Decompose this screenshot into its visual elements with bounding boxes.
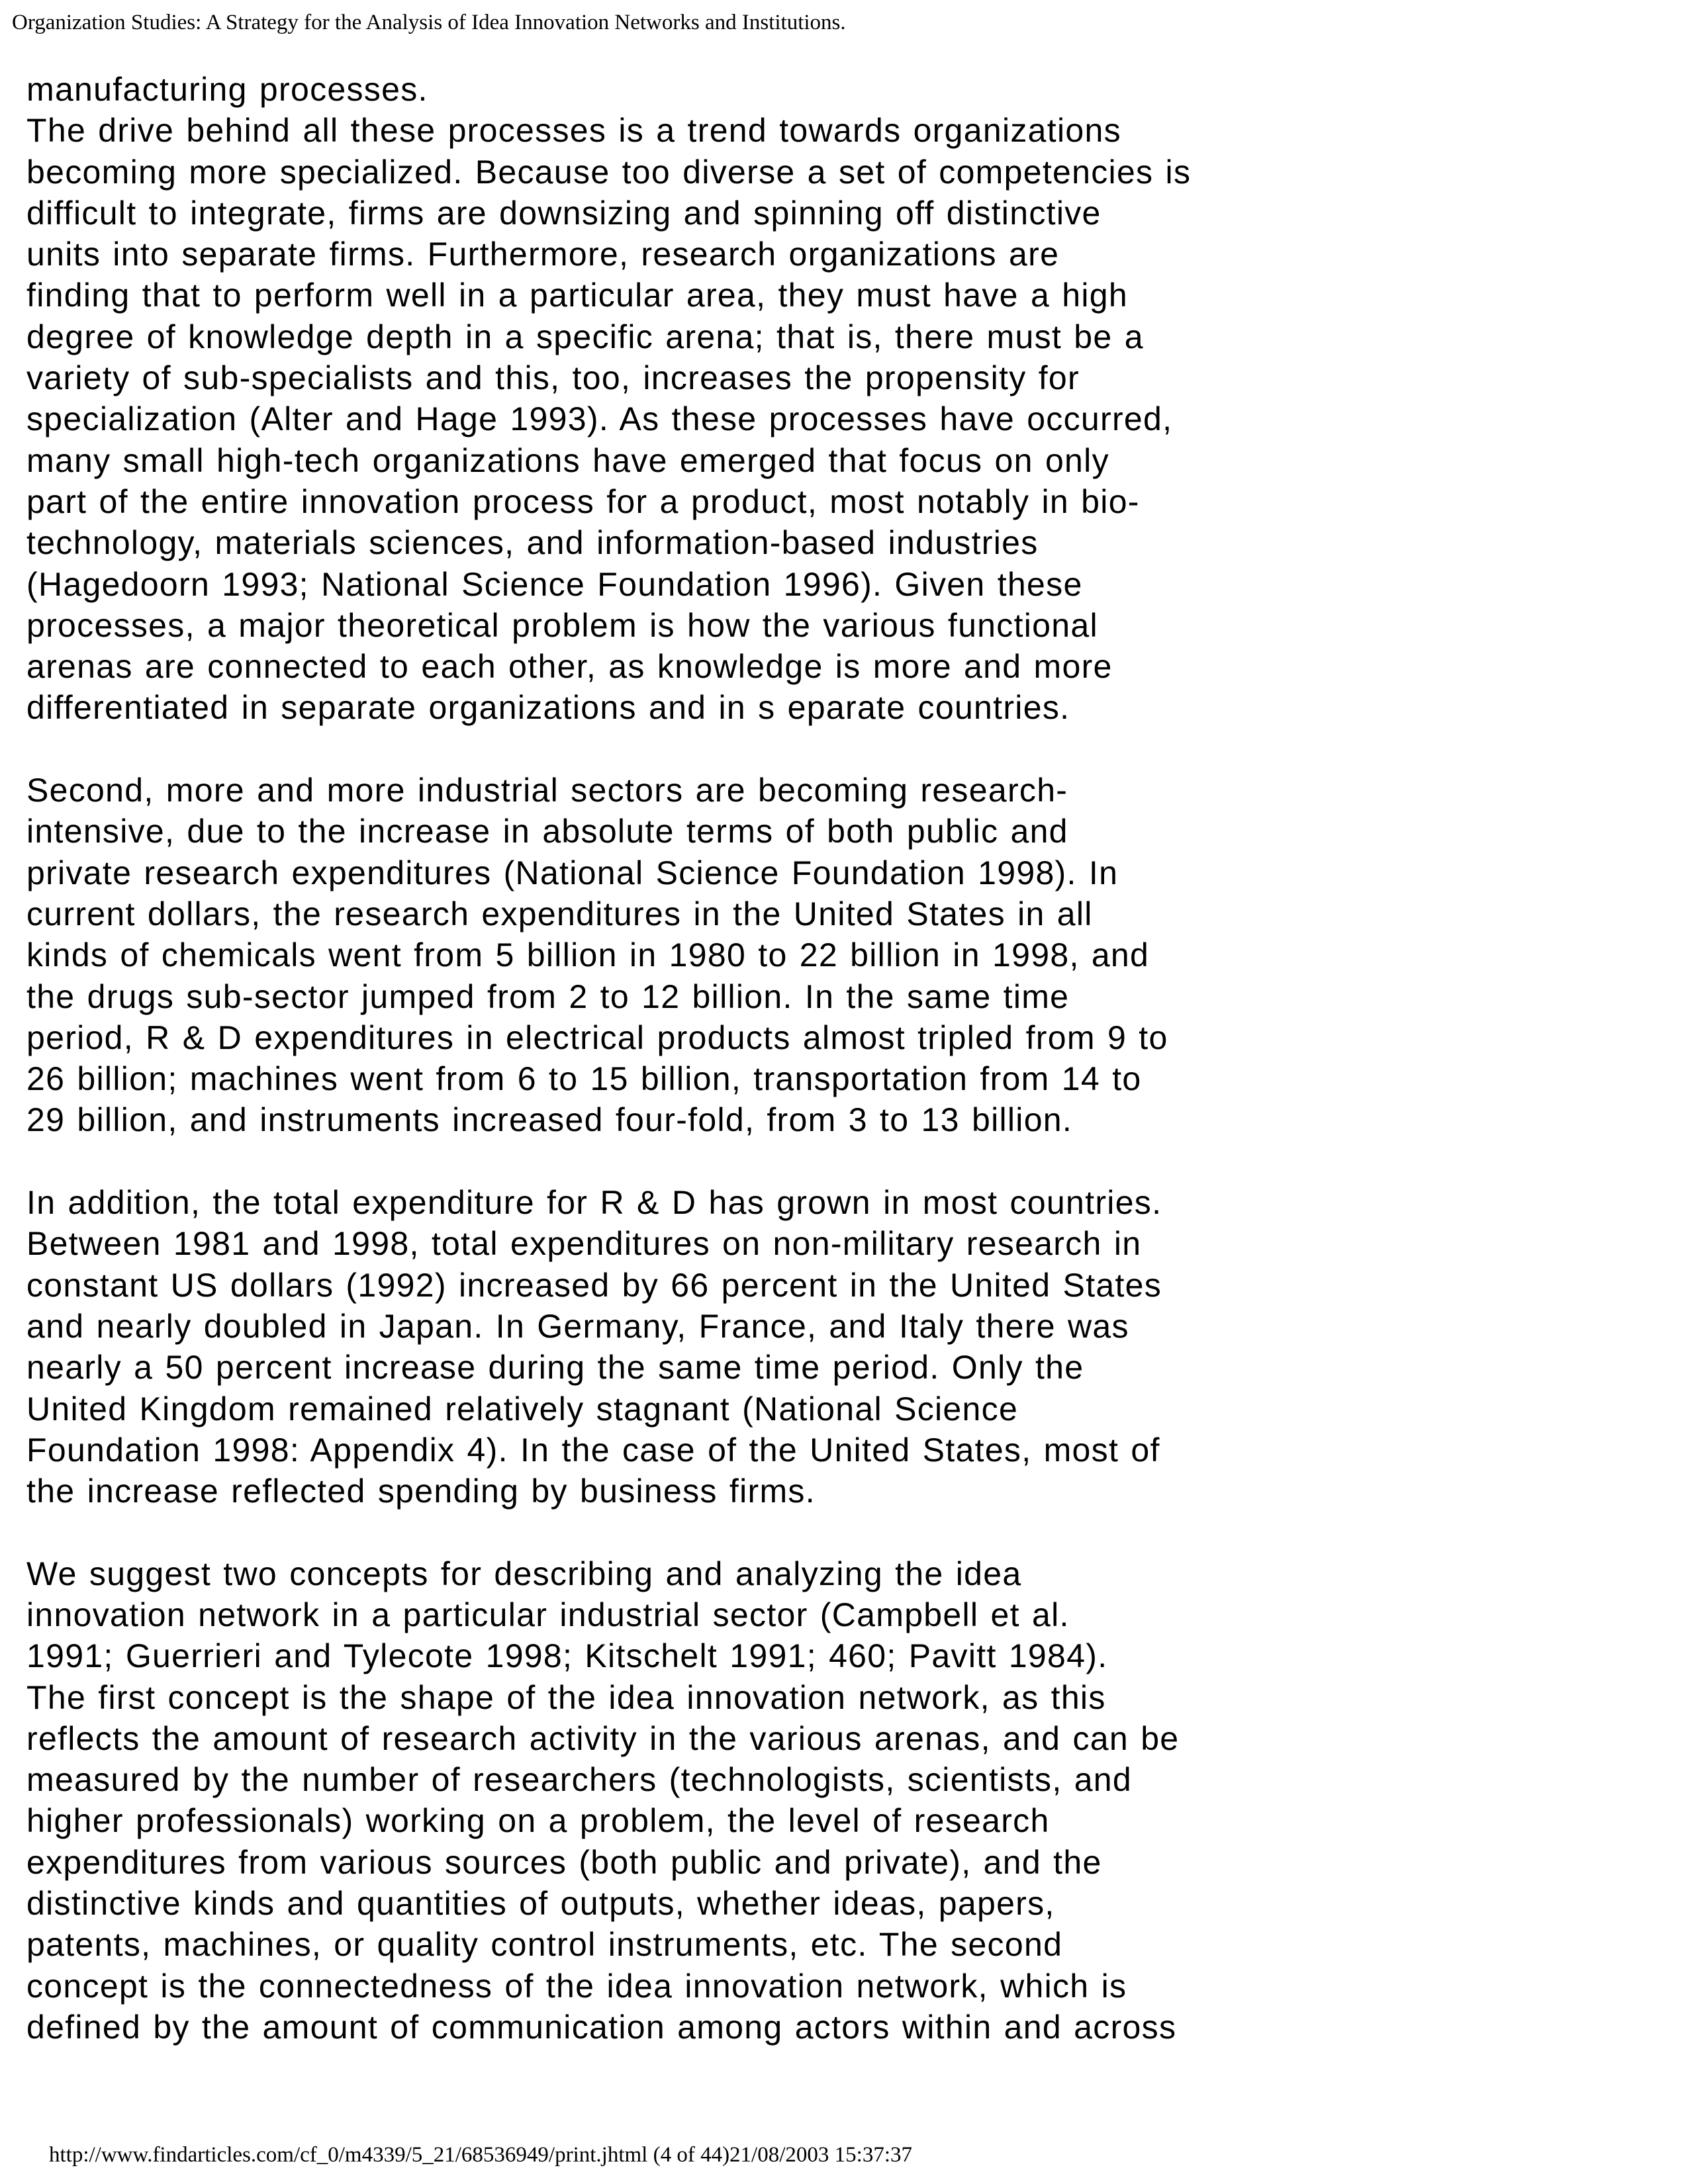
text-line: The first concept is the shape of the idea innovation network, as this	[26, 1678, 1106, 1716]
text-line: concept is the connectedness of the idea innovation network, which is	[26, 1967, 1127, 2005]
text-line: In addition, the total expenditure for R & D has grown in most countries.	[26, 1184, 1162, 1222]
paragraph-3	[26, 1182, 1314, 1512]
text-line: Between 1981 and 1998, total expenditures on non-military research in	[26, 1225, 1142, 1263]
text-line: current dollars, the research expenditures in the United States in all	[26, 895, 1093, 933]
text-line: difficult to integrate, firms are downsizing and spinning off distinctive	[26, 194, 1102, 232]
text-line: finding that to perform well in a particular area, they must have a high	[26, 277, 1128, 314]
text-line: 26 billion; machines went from 6 to 15 billion, transportation from 14 to	[26, 1060, 1142, 1098]
text-line: the increase reflected spending by business firms.	[26, 1473, 816, 1510]
text-line: and nearly doubled in Japan. In Germany, France, and Italy there was	[26, 1307, 1129, 1345]
text-line: processes, a major theoretical problem is how the various functional	[26, 606, 1098, 644]
text-line: the drugs sub-sector jumped from 2 to 12 billion. In the same time	[26, 978, 1070, 1015]
text-line: kinds of chemicals went from 5 billion in 1980 to 22 billion in 1998, and	[26, 936, 1150, 974]
text-line: Second, more and more industrial sectors are becoming research-	[26, 772, 1068, 809]
text-line: private research expenditures (National Science Foundation 1998). In	[26, 854, 1119, 891]
text-line: United Kingdom remained relatively stagnant (National Science	[26, 1390, 1019, 1428]
text-line: nearly a 50 percent increase during the same time period. Only the	[26, 1349, 1084, 1387]
text-line: specialization (Alter and Hage 1993). As these processes have occurred,	[26, 400, 1173, 438]
text-line: defined by the amount of communication among actors within and across	[26, 2008, 1177, 2046]
text-line: 29 billion, and instruments increased four-fold, from 3 to 13 billion.	[26, 1101, 1073, 1139]
paragraph-2	[26, 770, 1314, 1141]
text-line: part of the entire innovation process for a product, most notably in bio-	[26, 482, 1140, 520]
text-line: period, R & D expenditures in electrical products almost tripled from 9 to	[26, 1019, 1168, 1056]
article-body	[26, 69, 1314, 2048]
text-line: intensive, due to the increase in absolute terms of both public and	[26, 813, 1068, 850]
text-line: differentiated in separate organizations and in s eparate countries.	[26, 689, 1070, 727]
text-line: becoming more specialized. Because too diverse a set of competencies is	[26, 153, 1192, 191]
text-line: patents, machines, or quality control instruments, etc. The second	[26, 1926, 1063, 1964]
text-line: We suggest two concepts for describing and analyzing the idea	[26, 1555, 1022, 1592]
text-line: degree of knowledge depth in a specific arena; that is, there must be a	[26, 318, 1144, 355]
text-line: technology, materials sciences, and information-based industries	[26, 524, 1039, 562]
text-line: reflects the amount of research activity in the various arenas, and can be	[26, 1719, 1180, 1757]
text-line: manufacturing processes.	[26, 71, 428, 108]
text-line: measured by the number of researchers (technologists, scientists, and	[26, 1761, 1133, 1799]
text-line: innovation network in a particular industrial sector (Campbell et al.	[26, 1596, 1070, 1633]
text-line: Foundation 1998: Appendix 4). In the case of the United States, most of	[26, 1431, 1160, 1469]
page-footer-url: http://www.findarticles.com/cf_0/m4339/5_21/68536949/print.jhtml (4 of 44)21/08/2003 15:37:37	[49, 2143, 912, 2167]
text-line: many small high-tech organizations have emerged that focus on only	[26, 441, 1109, 479]
paragraph-4	[26, 1553, 1314, 2048]
text-line: higher professionals) working on a problem, the level of research	[26, 1802, 1050, 1840]
text-line: distinctive kinds and quantities of outputs, whether ideas, papers,	[26, 1885, 1055, 1923]
text-line: (Hagedoorn 1993; National Science Foundation 1996). Given these	[26, 565, 1083, 603]
text-line: expenditures from various sources (both public and private), and the	[26, 1843, 1102, 1881]
text-line: arenas are connected to each other, as knowledge is more and more	[26, 648, 1113, 686]
text-line: units into separate firms. Furthermore, research organizations are	[26, 236, 1060, 273]
text-line: The drive behind all these processes is a trend towards organizations	[26, 112, 1121, 150]
page-header: Organization Studies: A Strategy for the Analysis of Idea Innovation Networks and Institutions.	[12, 11, 846, 34]
paragraph-1	[26, 69, 1314, 729]
text-line: constant US dollars (1992) increased by 66 percent in the United States	[26, 1266, 1162, 1304]
text-line: 1991; Guerrieri and Tylecote 1998; Kitschelt 1991; 460; Pavitt 1984).	[26, 1637, 1108, 1675]
text-line: variety of sub-specialists and this, too, increases the propensity for	[26, 359, 1080, 397]
